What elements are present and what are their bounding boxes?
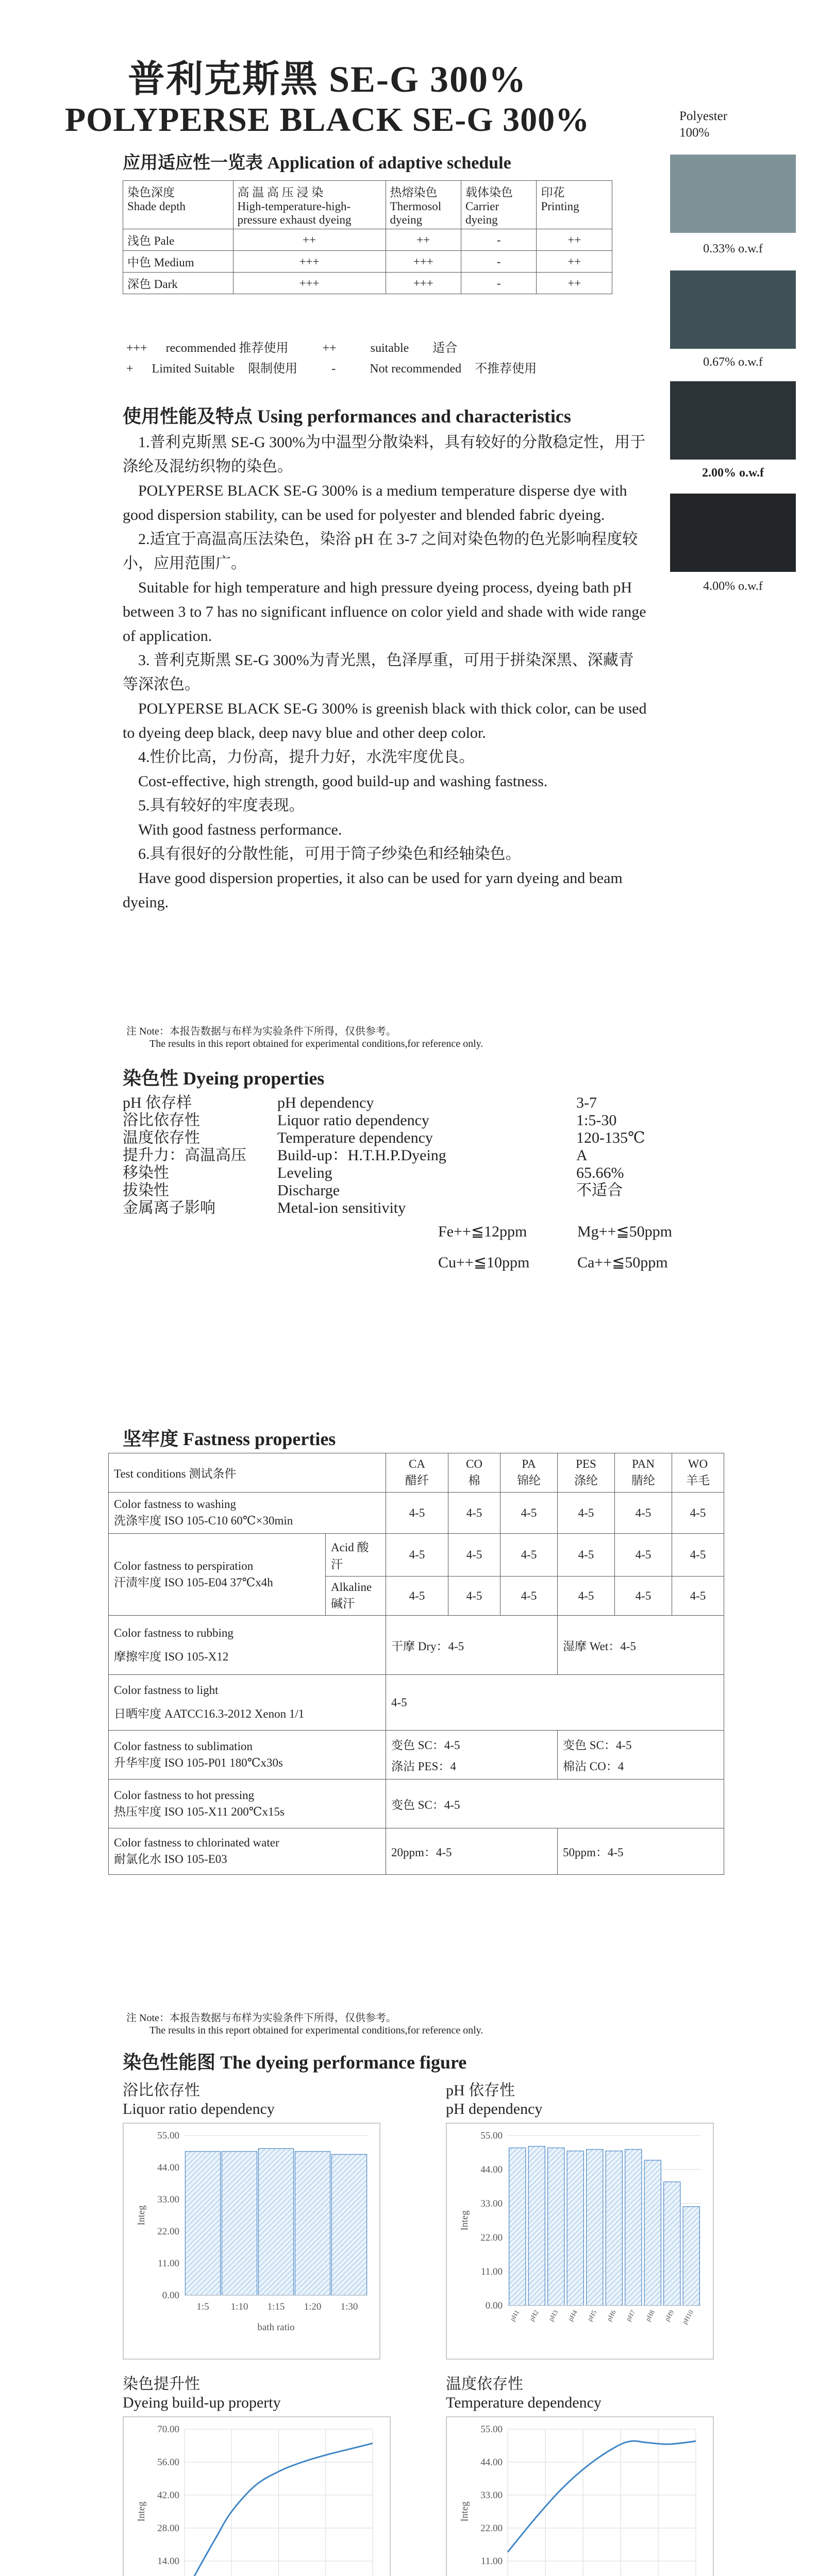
- y-tick-label: 56.00: [157, 2457, 179, 2468]
- fastness-row-hot-pressing: Color fastness to hot pressing 热压牢度 ISO 105-X11 200℃x15s 变色 SC：4-5: [109, 1780, 724, 1828]
- swatch-2: [670, 270, 796, 349]
- performance-p1-en: POLYPERSE BLACK SE-G 300% is a medium temperature disperse dye with good dispersion stability, can be used for polyester and blended fabric dyeing.: [123, 482, 627, 523]
- dyeing-property-row: [123, 1112, 669, 1130]
- y-tick-label: 22.00: [480, 2523, 503, 2534]
- dyeing-property-cn: 提升力：高温高压: [123, 1147, 246, 1164]
- metal-mg: Mg++≦50ppm: [577, 1223, 672, 1240]
- bar: [258, 2148, 293, 2295]
- performance-p2-en: Suitable for high temperature and high pressure dyeing process, dyeing bath pH between 3 to 7 has no significant influence on color yield and shade with wide range of application.: [123, 579, 646, 645]
- ph-dependency-chart: [446, 2123, 714, 2360]
- dyeing-properties-heading: 染色性 Dyeing properties: [123, 1068, 325, 1089]
- metal-ca: Ca++≦50ppm: [577, 1254, 668, 1271]
- header-carrier: 载体染色 Carrier dyeing: [461, 181, 537, 229]
- note-1: 注 Note：本报告数据与布样为实验条件下所得，仅供参考。 The results in this report obtained for experimental conditions,for reference only.: [126, 1026, 483, 1049]
- fastness-table: [108, 1453, 724, 1875]
- dyeing-property-cn: 金属离子影响: [123, 1199, 215, 1216]
- x-tick-label: pH5: [586, 2309, 598, 2323]
- performance-p3-cn: 3. 普利克斯黑 SE-G 300%为青光黑，色泽厚重，可用于拼染深黑、深藏青等深浓色。: [123, 652, 634, 693]
- x-tick-label: pH4: [566, 2309, 579, 2323]
- dyeing-property-en: Discharge: [277, 1182, 340, 1199]
- performance-p5-en: With good fastness performance.: [138, 821, 342, 838]
- build-up-chart: [123, 2416, 391, 2576]
- y-tick-label: 0.00: [485, 2300, 503, 2311]
- x-tick-label: 1:20: [304, 2301, 322, 2312]
- legend-line-2: + Limited Suitable 限制使用 - Not recommended 不推荐使用: [126, 362, 537, 376]
- note-2: 注 Note：本报告数据与布样为实验条件下所得，仅供参考。 The results in this report obtained for experimental conditions,for reference only.: [126, 2012, 483, 2036]
- x-axis-label: bath ratio: [257, 2322, 295, 2333]
- performance-heading: 使用性能及特点 Using performances and characteristics: [123, 406, 571, 427]
- application-row-dark: 深色 Dark +++ +++ - ++: [123, 273, 612, 294]
- bar: [185, 2151, 220, 2295]
- x-tick-label: pH10: [680, 2309, 695, 2326]
- dyeing-property-en: Build-up：H.T.H.P.Dyeing: [277, 1147, 446, 1164]
- dyeing-property-en: Metal-ion sensitivity: [277, 1199, 406, 1216]
- swatch-4: [670, 494, 796, 572]
- swatch-label-1: 0.33% o.w.f: [703, 242, 763, 256]
- bar: [295, 2151, 330, 2295]
- swatch-header-line2: 100%: [679, 126, 710, 140]
- y-tick-label: 0.00: [162, 2290, 179, 2301]
- bar: [664, 2182, 680, 2306]
- bar: [587, 2149, 603, 2306]
- x-tick-label: pH2: [527, 2309, 540, 2323]
- performance-p1-cn: 1.普利克斯黑 SE-G 300%为中温型分散染料，具有较好的分散稳定性，用于涤纶及混纺织物的染色。: [123, 434, 646, 475]
- y-tick-label: 22.00: [480, 2232, 503, 2243]
- swatch-label-2: 0.67% o.w.f: [703, 355, 763, 369]
- dyeing-property-val: 3-7: [576, 1094, 597, 1111]
- dyeing-properties-list: [123, 1095, 669, 1217]
- y-tick-label: 44.00: [480, 2457, 503, 2468]
- swatch-label-4: 4.00% o.w.f: [703, 580, 763, 593]
- dyeing-property-cn: 浴比依存性: [123, 1112, 200, 1129]
- y-tick-label: 28.00: [157, 2523, 179, 2534]
- swatch-3: [670, 381, 796, 460]
- header-thermosol: 热熔染色 Thermosol dyeing: [386, 181, 461, 229]
- dyeing-property-row: [123, 1095, 669, 1112]
- performance-p3-en: POLYPERSE BLACK SE-G 300% is greenish black with thick color, can be used to dyeing deep black, deep navy blue and other deep color.: [123, 700, 647, 741]
- y-tick-label: 55.00: [480, 2130, 503, 2141]
- y-tick-label: 22.00: [157, 2226, 179, 2237]
- dyeing-property-cn: pH 依存样: [123, 1094, 192, 1111]
- x-tick-label: pH3: [547, 2309, 560, 2323]
- dyeing-property-en: Liquor ratio dependency: [277, 1112, 429, 1129]
- y-tick-label: 33.00: [480, 2490, 503, 2501]
- fastness-header-row: Test conditions 测试条件 CA 醋纤 CO 棉 PA 锦纶 PES 涤纶 PAN 腈纶 WO 羊毛: [109, 1453, 724, 1493]
- y-tick-label: 42.00: [157, 2490, 179, 2501]
- dyeing-property-val: 不适合: [576, 1182, 623, 1199]
- y-tick-label: 11.00: [157, 2258, 179, 2269]
- application-row-pale: 浅色 Pale ++ ++ - ++: [123, 229, 612, 251]
- y-tick-label: 33.00: [157, 2194, 179, 2205]
- fastness-row-perspiration-acid: Color fastness to perspiration 汗渍牢度 ISO 105-E04 37℃x4h Acid 酸汗 4-5 4-5 4-5 4-5 4-5 4-5: [109, 1534, 724, 1577]
- fastness-row-rubbing: Color fastness to rubbing 摩擦牢度 ISO 105-X12 干摩 Dry：4-5 湿摩 Wet：4-5: [109, 1616, 724, 1675]
- fastness-row-chlorinated: Color fastness to chlorinated water 耐氯化水 ISO 105-E03 20ppm：4-5 50ppm：4-5: [109, 1828, 724, 1875]
- chart1-title: 浴比依存性 Liquor ratio dependency: [123, 2082, 275, 2117]
- dyeing-property-row: [123, 1200, 669, 1217]
- application-heading: 应用适应性一览表 Application of adaptive schedule: [123, 154, 511, 173]
- swatch-header: [679, 108, 727, 141]
- y-tick-label: 44.00: [157, 2162, 179, 2173]
- performance-p4-en: Cost-effective, high strength, good build-up and washing fastness.: [138, 773, 548, 790]
- metal-cu: Cu++≦10ppm: [438, 1254, 530, 1271]
- bar: [567, 2151, 583, 2306]
- bar: [509, 2148, 526, 2306]
- application-table: [123, 180, 612, 294]
- dyeing-property-en: pH dependency: [277, 1094, 374, 1111]
- y-tick-label: 44.00: [480, 2164, 503, 2175]
- swatch-1: [670, 155, 796, 233]
- chart2-title: pH 依存性 pH dependency: [446, 2082, 543, 2117]
- bar: [528, 2146, 545, 2306]
- temperature-dependency-chart: [446, 2416, 714, 2576]
- x-tick-label: 1:15: [267, 2301, 285, 2312]
- bar: [222, 2151, 257, 2295]
- performance-p6-en: Have good dispersion properties, it also can be used for yarn dyeing and beam dyeing.: [123, 870, 623, 911]
- header-ht-hp: 高 温 高 压 浸 染 High-temperature-high- pressure exhaust dyeing: [233, 181, 386, 229]
- dyeing-property-val: A: [576, 1147, 588, 1164]
- y-axis-label: Integ: [459, 2210, 470, 2231]
- x-tick-label: 1:10: [230, 2301, 248, 2312]
- x-tick-label: pH6: [605, 2309, 617, 2323]
- x-tick-label: pH9: [663, 2309, 676, 2323]
- liquor-ratio-chart: [123, 2123, 380, 2360]
- bar: [683, 2207, 699, 2306]
- fastness-row-washing: Color fastness to washing 洗涤牢度 ISO 105-C10 60℃×30min 4-5 4-5 4-5 4-5 4-5 4-5: [109, 1493, 724, 1534]
- chart3-title: 染色提升性 Dyeing build-up property: [123, 2376, 281, 2411]
- y-tick-label: 11.00: [480, 2556, 503, 2567]
- header-shade: 染色深度 Shade depth: [123, 181, 233, 229]
- figure-heading: 染色性能图 The dyeing performance figure: [123, 2052, 467, 2073]
- application-row-medium: 中色 Medium +++ +++ - ++: [123, 251, 612, 273]
- bar: [644, 2160, 661, 2306]
- dyeing-property-row: [123, 1130, 669, 1147]
- dyeing-property-val: 1:5-30: [576, 1112, 617, 1129]
- y-axis-label: Integ: [136, 2205, 147, 2226]
- dyeing-property-val: 120-135℃: [576, 1129, 645, 1146]
- x-tick-label: pH8: [643, 2309, 656, 2323]
- dyeing-property-cn: 拔染性: [123, 1182, 169, 1199]
- dyeing-property-row: [123, 1182, 669, 1200]
- dyeing-property-row: [123, 1147, 669, 1165]
- y-axis-label: Integ: [459, 2501, 470, 2522]
- dyeing-property-en: Temperature dependency: [277, 1129, 433, 1146]
- application-header-row: [123, 181, 612, 229]
- bar: [606, 2151, 622, 2306]
- title-en: POLYPERSE BLACK SE-G 300%: [64, 101, 590, 139]
- x-tick-label: pH1: [508, 2309, 521, 2323]
- header-printing: 印花 Printing: [537, 181, 612, 229]
- legend-line-1: +++ recommended 推荐使用 ++ suitable 适合: [126, 342, 458, 355]
- bar: [331, 2155, 366, 2295]
- performance-text: [123, 430, 648, 914]
- dyeing-property-cn: 温度依存性: [123, 1129, 200, 1146]
- fastness-row-perspiration-alkaline: Alkaline 碱汗 4-5 4-5 4-5 4-5 4-5 4-5: [109, 1577, 724, 1616]
- dyeing-property-cn: 移染性: [123, 1164, 169, 1181]
- y-axis-label: Integ: [136, 2501, 147, 2522]
- x-tick-label: 1:30: [340, 2301, 358, 2312]
- performance-p2-cn: 2.适宜于高温高压法染色，染浴 pH 在 3-7 之间对染色物的色光影响程度较小，应用范围广。: [123, 531, 638, 572]
- swatch-header-line1: Polyester: [679, 109, 728, 123]
- bar: [548, 2148, 564, 2306]
- chart4-title: 温度依存性 Temperature dependency: [446, 2376, 602, 2411]
- y-tick-label: 33.00: [480, 2198, 503, 2209]
- y-tick-label: 55.00: [480, 2424, 503, 2435]
- bar: [625, 2149, 642, 2306]
- x-tick-label: pH7: [624, 2309, 637, 2323]
- performance-p5-cn: 5.具有较好的牢度表现。: [138, 797, 305, 814]
- fastness-row-light: Color fastness to light 日晒牢度 AATCC16.3-2012 Xenon 1/1 4-5: [109, 1675, 724, 1731]
- y-tick-label: 11.00: [480, 2266, 503, 2277]
- performance-p6-cn: 6.具有很好的分散性能，可用于筒子纱染色和经轴染色。: [138, 845, 521, 862]
- y-tick-label: 70.00: [157, 2424, 179, 2435]
- swatch-label-3: 2.00% o.w.f: [702, 466, 764, 480]
- title-cn: 普利克斯黑 SE-G 300%: [127, 59, 527, 100]
- fastness-heading: 坚牢度 Fastness properties: [123, 1429, 336, 1449]
- performance-p4-cn: 4.性价比高，力份高，提升力好，水洗牢度优良。: [138, 749, 475, 766]
- metal-fe: Fe++≦12ppm: [438, 1223, 527, 1240]
- y-tick-label: 55.00: [157, 2130, 179, 2141]
- y-tick-label: 14.00: [157, 2556, 179, 2567]
- dyeing-property-val: 65.66%: [576, 1164, 624, 1181]
- dyeing-property-row: [123, 1165, 669, 1182]
- dyeing-property-en: Leveling: [277, 1164, 332, 1181]
- fastness-row-sublimation: Color fastness to sublimation 升华牢度 ISO 105-P01 180℃x30s 变色 SC：4-5 涤沾 PES：4 变色 SC：4-5 棉沾 CO：4: [109, 1731, 724, 1780]
- x-tick-label: 1:5: [196, 2301, 209, 2312]
